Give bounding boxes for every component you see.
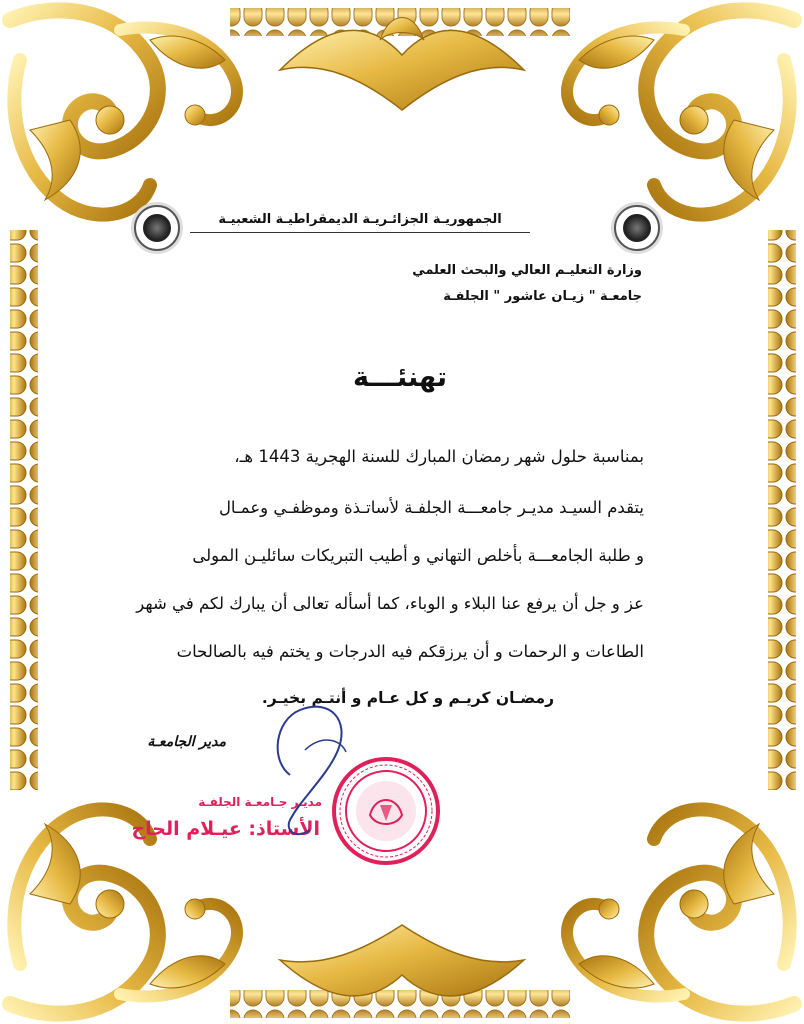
stamp-name: الأستاذ: عيـلام الحاج xyxy=(131,818,320,840)
university-name: جامعـة " زيـان عاشور " الجلفـة xyxy=(443,289,642,304)
university-emblem-icon xyxy=(134,205,180,251)
right-bead-border xyxy=(768,230,796,790)
stamp-title: مديـر جـامعـة الجلفـة xyxy=(198,795,322,809)
body-line: بمناسبة حلول شهر رمضان المبارك للسنة الهجرية 1443 هـ، xyxy=(234,447,644,466)
document-title: تهنئـــة xyxy=(352,362,448,393)
signer-title: مدير الجامعـة xyxy=(147,734,226,750)
body-line: و طلبة الجامعـــة بأخلص التهاني و أطيب التبريكات سائليـن المولى xyxy=(192,546,644,565)
closing-greeting: رمضـان كريـم و كل عـام و أنتـم بخيـر. xyxy=(261,689,554,707)
ministry-name: وزارة التعليـم العالي والبحث العلمي xyxy=(412,263,642,278)
body-line: عز و جل أن يرفع عنا البلاء و الوباء، كما أسأله تعالى أن يبارك لكم في شهر xyxy=(136,594,644,613)
country-name: الجمهوريـة الجزائـريـة الديمقراطيـة الشعبيـة xyxy=(190,212,530,233)
handwritten-signature xyxy=(250,680,360,850)
body-line: يتقدم السيـد مديـر جامعـــة الجلفـة لأساتـذة وموظفـي وعمـال xyxy=(218,498,644,517)
body-line: الطاعات و الرحمات و أن يرزقكم فيه الدرجات و يختم فيه بالصالحات xyxy=(176,642,644,661)
left-bead-border xyxy=(10,230,38,790)
university-emblem-icon xyxy=(614,205,660,251)
